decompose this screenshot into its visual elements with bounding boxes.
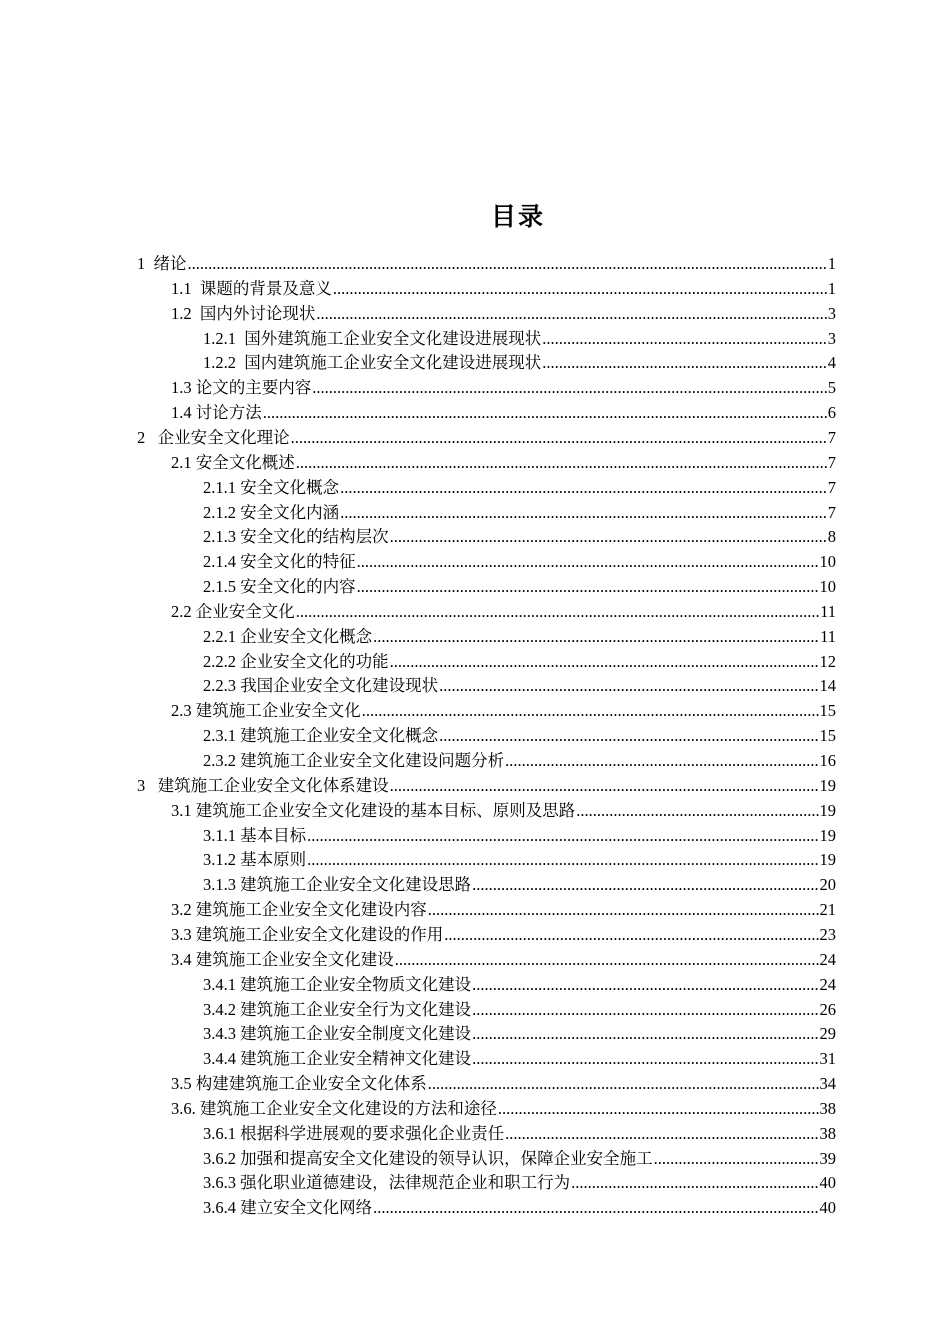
toc-dot-leader (439, 674, 818, 698)
toc-entry-label: 2.1.4 安全文化的特征 (203, 552, 356, 572)
toc-entry-label: 3.4.4 建筑施工企业安全精神文化建设 (203, 1049, 472, 1069)
toc-dot-leader (296, 451, 827, 475)
toc-dot-leader (373, 625, 819, 649)
toc-page-number: 8 (827, 527, 836, 547)
toc-page-number: 7 (827, 477, 836, 497)
toc-page-number: 23 (819, 924, 836, 944)
toc-dot-leader (362, 699, 819, 723)
toc-entry-label: 3.4 建筑施工企业安全文化建设 (171, 949, 394, 969)
toc-entry-label: 3.6.4 建立安全文化网络 (203, 1198, 373, 1218)
toc-entry-label: 1.2 国内外讨论现状 (171, 303, 316, 323)
toc-entry[interactable] (203, 351, 836, 375)
toc-entry-label: 2.1.2 安全文化内涵 (203, 502, 340, 522)
toc-entry[interactable] (137, 252, 836, 276)
toc-entry[interactable] (171, 923, 836, 947)
toc-dot-leader (395, 948, 819, 972)
toc-dot-leader (390, 774, 819, 798)
toc-entry-label: 2.2.1 企业安全文化概念 (203, 626, 373, 646)
toc-entry-label: 1.3 论文的主要内容 (171, 378, 312, 398)
toc-entry-label: 2.1.1 安全文化概念 (203, 477, 340, 497)
toc-page-number: 19 (819, 775, 836, 795)
toc-page-number: 19 (819, 850, 836, 870)
toc-dot-leader (390, 525, 827, 549)
toc-entry-label: 2.2 企业安全文化 (171, 601, 295, 621)
toc-page-number: 11 (820, 626, 836, 646)
toc-page-number: 3 (827, 303, 836, 323)
toc-page-number: 38 (819, 1098, 836, 1118)
toc-page-number: 40 (819, 1198, 836, 1218)
toc-dot-leader (439, 724, 818, 748)
toc-entry-label: 1.2.1 国外建筑施工企业安全文化建设进展现状 (203, 328, 542, 348)
toc-entry[interactable] (203, 1171, 836, 1195)
toc-page-number: 16 (819, 751, 836, 770)
toc-entry-label: 2.1.3 安全文化的结构层次 (203, 527, 389, 547)
toc-dot-leader (263, 401, 827, 425)
toc-page-number: 40 (819, 1173, 836, 1193)
toc-page-number: 34 (819, 1074, 836, 1094)
toc-entry[interactable] (203, 873, 836, 897)
toc-dot-leader (472, 873, 818, 897)
toc-entry-label: 2.2.3 我国企业安全文化建设现状 (203, 676, 439, 696)
toc-dot-leader (316, 302, 826, 326)
toc-page-number: 39 (819, 1148, 836, 1168)
toc-entry-label: 1 绪论 (137, 254, 187, 273)
toc-entry[interactable] (203, 749, 836, 773)
toc-entry-label: 3.1 建筑施工企业安全文化建设的基本目标、原则及思路 (171, 800, 576, 820)
toc-page-number: 26 (819, 999, 836, 1019)
toc-entry[interactable] (203, 1147, 836, 1171)
toc-dot-leader (307, 848, 818, 872)
toc-entry[interactable] (203, 575, 836, 599)
toc-page-number: 24 (819, 974, 836, 994)
toc-dot-leader (188, 252, 827, 276)
toc-page-number: 10 (819, 577, 836, 597)
toc-entry[interactable] (203, 327, 836, 351)
toc-dot-leader (296, 600, 819, 624)
toc-dot-leader (291, 426, 827, 450)
toc-page-number: 19 (819, 800, 836, 820)
toc-dot-leader (505, 749, 818, 773)
toc-dot-leader (654, 1147, 819, 1171)
toc-page-number: 24 (819, 949, 836, 969)
toc-entry[interactable] (203, 973, 836, 997)
toc-entry[interactable] (171, 948, 836, 972)
toc-entry-label: 2.2.2 企业安全文化的功能 (203, 651, 389, 671)
toc-entry[interactable] (137, 774, 836, 798)
toc-dot-leader (472, 998, 818, 1022)
toc-page-number: 5 (827, 378, 836, 398)
toc-dot-leader (333, 277, 827, 301)
toc-entry[interactable] (171, 898, 836, 922)
toc-page-number: 38 (819, 1123, 836, 1143)
toc-entry[interactable] (203, 1122, 836, 1146)
toc-entry[interactable] (171, 451, 836, 475)
toc-dot-leader (340, 501, 827, 525)
toc-entry[interactable] (203, 824, 836, 848)
toc-entry-label: 3.1.2 基本原则 (203, 850, 307, 870)
toc-entry[interactable] (171, 1072, 836, 1096)
toc-page-number: 29 (819, 1024, 836, 1044)
toc-page-number: 7 (827, 427, 836, 447)
toc-dot-leader (472, 1047, 818, 1071)
toc-entry-label: 2.3.2 建筑施工企业安全文化建设问题分析 (203, 751, 505, 770)
toc-page-number: 20 (819, 875, 836, 895)
toc-entry-label: 2.3.1 建筑施工企业安全文化概念 (203, 726, 439, 746)
toc-dot-leader (505, 1122, 818, 1146)
toc-entry[interactable] (171, 699, 836, 723)
toc-entry[interactable] (203, 724, 836, 748)
toc-entry-label: 1.4 讨论方法 (171, 403, 262, 423)
toc-entry-label: 3.3 建筑施工企业安全文化建设的作用 (171, 924, 444, 944)
toc-entry[interactable] (171, 600, 836, 624)
toc-entry[interactable] (171, 302, 836, 326)
toc-entry-label: 2.3 建筑施工企业安全文化 (171, 701, 361, 721)
toc-entry[interactable] (203, 674, 836, 698)
toc-entry[interactable] (203, 998, 836, 1022)
toc-entry-label: 2.1.5 安全文化的内容 (203, 577, 356, 597)
toc-page-number: 7 (827, 502, 836, 522)
toc-page-number: 6 (827, 403, 836, 423)
toc-dot-leader (571, 1171, 818, 1195)
toc-entry[interactable] (203, 1022, 836, 1046)
toc-entry[interactable] (171, 401, 836, 425)
toc-entry-label: 3.4.3 建筑施工企业安全制度文化建设 (203, 1024, 472, 1044)
toc-page-number: 3 (827, 328, 836, 348)
toc-page-number: 14 (819, 676, 836, 696)
toc-dot-leader (357, 575, 819, 599)
toc-entry-label: 3.4.2 建筑施工企业安全行为文化建设 (203, 999, 472, 1019)
toc-entry-label: 3.6. 建筑施工企业安全文化建设的方法和途径 (171, 1098, 497, 1118)
toc-entry[interactable] (203, 550, 836, 574)
toc-entry-label: 3.1.1 基本目标 (203, 825, 307, 845)
toc-page-number: 7 (827, 452, 836, 472)
toc-entry-label: 3.6.1 根据科学进展观的要求强化企业责任 (203, 1123, 505, 1143)
toc-entry-label: 3.6.2 加强和提高安全文化建设的领导认识，保障企业安全施工 (203, 1148, 653, 1168)
toc-entry-label: 3.1.3 建筑施工企业安全文化建设思路 (203, 875, 472, 895)
toc-title: 目录 (490, 204, 545, 231)
toc-entry[interactable] (171, 1097, 836, 1121)
toc-entry[interactable] (203, 1196, 836, 1220)
toc-entry-label: 3.4.1 建筑施工企业安全物质文化建设 (203, 974, 472, 994)
toc-entry-label: 2 企业安全文化理论 (137, 427, 290, 447)
toc-entry-label: 2.1 安全文化概述 (171, 452, 295, 472)
toc-entry[interactable] (203, 650, 836, 674)
toc-dot-leader (542, 351, 827, 375)
toc-dot-leader (444, 923, 818, 947)
toc-dot-leader (428, 1072, 819, 1096)
toc-page-number: 19 (819, 825, 836, 845)
toc-page-number: 1 (827, 254, 836, 273)
toc-entry-label: 3.2 建筑施工企业安全文化建设内容 (171, 900, 427, 920)
toc-dot-leader (576, 799, 818, 823)
toc-entry[interactable] (203, 501, 836, 525)
toc-page-number: 15 (819, 701, 836, 721)
toc-entry[interactable] (203, 848, 836, 872)
toc-page-number: 4 (827, 353, 836, 373)
toc-page-number: 10 (819, 552, 836, 572)
toc-dot-leader (498, 1097, 819, 1121)
toc-dot-leader (312, 376, 827, 400)
toc-entry-label: 3 建筑施工企业安全文化体系建设 (137, 775, 389, 795)
toc-page-number: 31 (819, 1049, 836, 1069)
toc-dot-leader (307, 824, 818, 848)
toc-page-number: 1 (827, 278, 836, 298)
toc-entry-label: 3.5 构建建筑施工企业安全文化体系 (171, 1074, 427, 1094)
toc-entry[interactable] (171, 799, 836, 823)
toc-entry-label: 1.1 课题的背景及意义 (171, 278, 332, 298)
toc-dot-leader (472, 1022, 818, 1046)
toc-page-number: 11 (820, 601, 836, 621)
toc-dot-leader (357, 550, 819, 574)
toc-dot-leader (542, 327, 827, 351)
toc-entry-label: 1.2.2 国内建筑施工企业安全文化建设进展现状 (203, 353, 542, 373)
toc-entry[interactable] (203, 625, 836, 649)
toc-entry-label: 3.6.3 强化职业道德建设，法律规范企业和职工行为 (203, 1173, 571, 1193)
toc-entry[interactable] (203, 525, 836, 549)
toc-dot-leader (373, 1196, 818, 1220)
toc-page-number: 15 (819, 726, 836, 746)
toc-dot-leader (390, 650, 819, 674)
toc-entry[interactable] (171, 277, 836, 301)
toc-dot-leader (428, 898, 819, 922)
toc-entry[interactable] (171, 376, 836, 400)
toc-page-number: 21 (819, 900, 836, 920)
toc-page-number: 12 (819, 651, 836, 671)
toc-entry[interactable] (137, 426, 836, 450)
toc-dot-leader (472, 973, 818, 997)
toc-entry[interactable] (203, 476, 836, 500)
toc-dot-leader (340, 476, 827, 500)
toc-entry[interactable] (203, 1047, 836, 1071)
